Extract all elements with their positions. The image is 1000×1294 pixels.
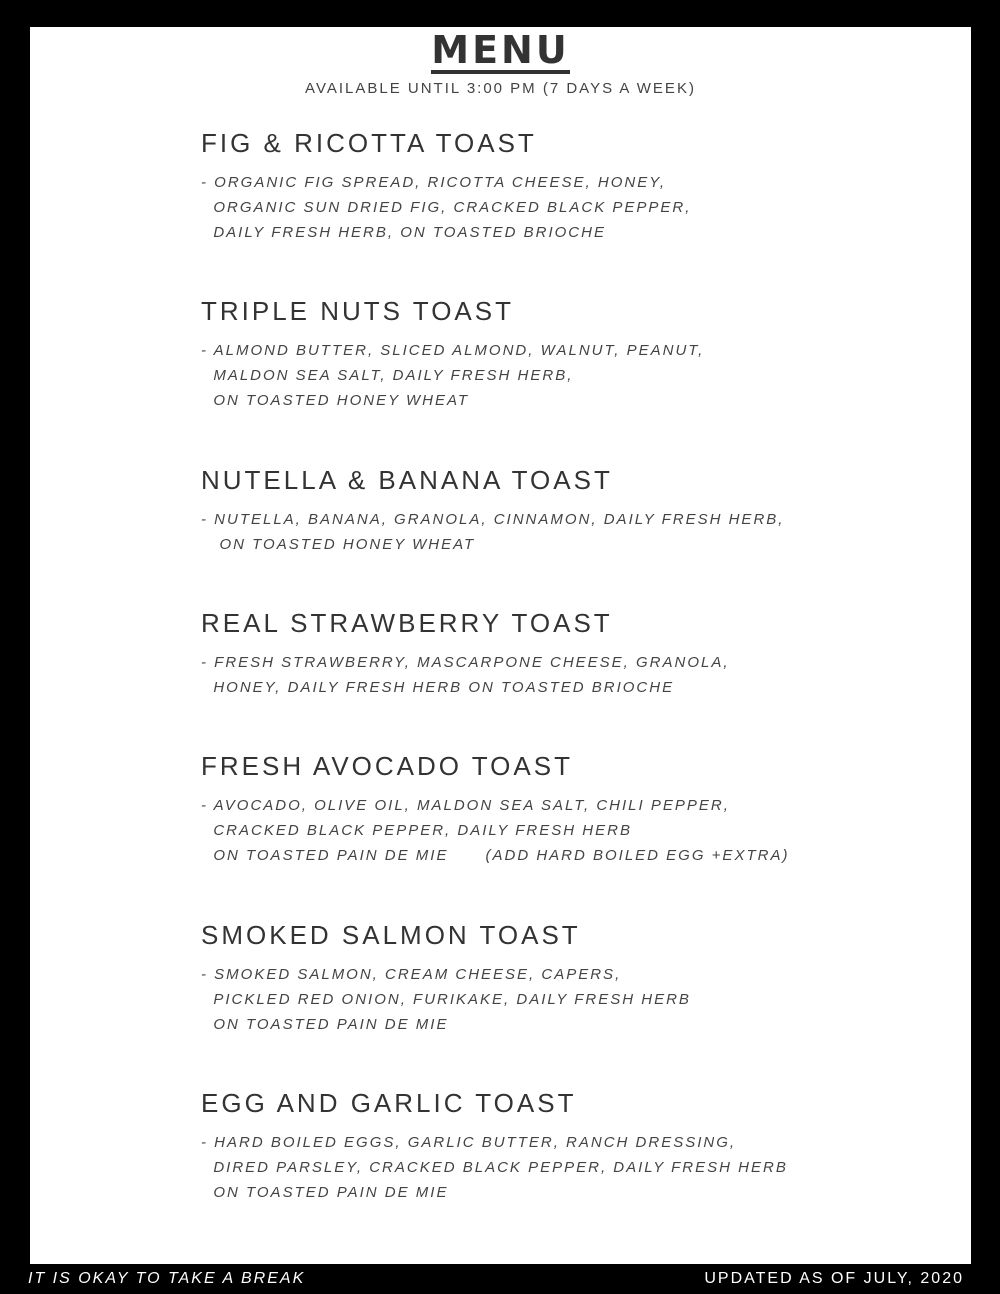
description-line: PICKLED RED ONION, FURIKAKE, DAILY FRESH HERB	[201, 991, 691, 1008]
footer-tagline: IT IS OKAY TO TAKE A BREAK	[28, 1270, 306, 1287]
description-line: HONEY, DAILY FRESH HERB ON TOASTED BRIOCHE	[201, 679, 675, 696]
description-line: - ALMOND BUTTER, SLICED ALMOND, WALNUT, PEANUT,	[201, 342, 705, 359]
menu-item-egg-garlic	[201, 1088, 788, 1205]
menu-title-wrap	[30, 28, 971, 74]
description-line: ON TOASTED PAIN DE MIE	[201, 1016, 449, 1033]
item-name: FIG & RICOTTA TOAST	[201, 128, 537, 158]
item-name: REAL STRAWBERRY TOAST	[201, 608, 613, 638]
item-description	[201, 793, 789, 868]
description-line: - HARD BOILED EGGS, GARLIC BUTTER, RANCH DRESSING,	[201, 1134, 737, 1151]
description-line: ON TOASTED PAIN DE MIE	[201, 1184, 449, 1201]
menu-title: MENU	[431, 28, 570, 72]
description-line: - SMOKED SALMON, CREAM CHEESE, CAPERS,	[201, 966, 622, 983]
item-name: NUTELLA & BANANA TOAST	[201, 465, 613, 495]
description-line: DAILY FRESH HERB, ON TOASTED BRIOCHE	[201, 224, 606, 241]
menu-page	[30, 27, 971, 1264]
description-line: ON TOASTED PAIN DE MIE (ADD HARD BOILED EGG +EXTRA)	[201, 847, 790, 864]
description-line: - ORGANIC FIG SPREAD, RICOTTA CHEESE, HONEY,	[201, 174, 666, 191]
item-description	[201, 962, 691, 1037]
item-description	[201, 650, 730, 700]
description-line: ON TOASTED HONEY WHEAT	[201, 536, 476, 553]
description-line: DIRED PARSLEY, CRACKED BLACK PEPPER, DAILY FRESH HERB	[201, 1159, 788, 1176]
item-description	[201, 1130, 788, 1205]
item-description	[201, 507, 784, 557]
item-name: SMOKED SALMON TOAST	[201, 920, 581, 950]
footer-updated-date: UPDATED AS OF JULY, 2020	[704, 1270, 964, 1287]
description-line: ORGANIC SUN DRIED FIG, CRACKED BLACK PEPPER,	[201, 199, 692, 216]
item-name: FRESH AVOCADO TOAST	[201, 751, 573, 781]
description-line: - AVOCADO, OLIVE OIL, MALDON SEA SALT, CHILI PEPPER,	[201, 797, 730, 814]
menu-item-smoked-salmon	[201, 920, 691, 1037]
description-line: ON TOASTED HONEY WHEAT	[201, 392, 470, 409]
description-line: MALDON SEA SALT, DAILY FRESH HERB,	[201, 367, 574, 384]
item-name: EGG AND GARLIC TOAST	[201, 1088, 577, 1118]
menu-item-nutella-banana	[201, 465, 784, 557]
description-line: - FRESH STRAWBERRY, MASCARPONE CHEESE, GRANOLA,	[201, 654, 730, 671]
menu-item-fresh-avocado	[201, 751, 789, 868]
menu-item-triple-nuts	[201, 296, 704, 413]
description-line: - NUTELLA, BANANA, GRANOLA, CINNAMON, DAILY FRESH HERB,	[201, 511, 785, 528]
menu-item-real-strawberry	[201, 608, 730, 700]
description-line: CRACKED BLACK PEPPER, DAILY FRESH HERB	[201, 822, 632, 839]
item-description	[201, 338, 704, 413]
item-description	[201, 170, 691, 245]
menu-item-fig-ricotta	[201, 128, 691, 245]
item-name: TRIPLE NUTS TOAST	[201, 296, 514, 326]
menu-subtitle: AVAILABLE UNTIL 3:00 PM (7 DAYS A WEEK)	[305, 80, 696, 97]
